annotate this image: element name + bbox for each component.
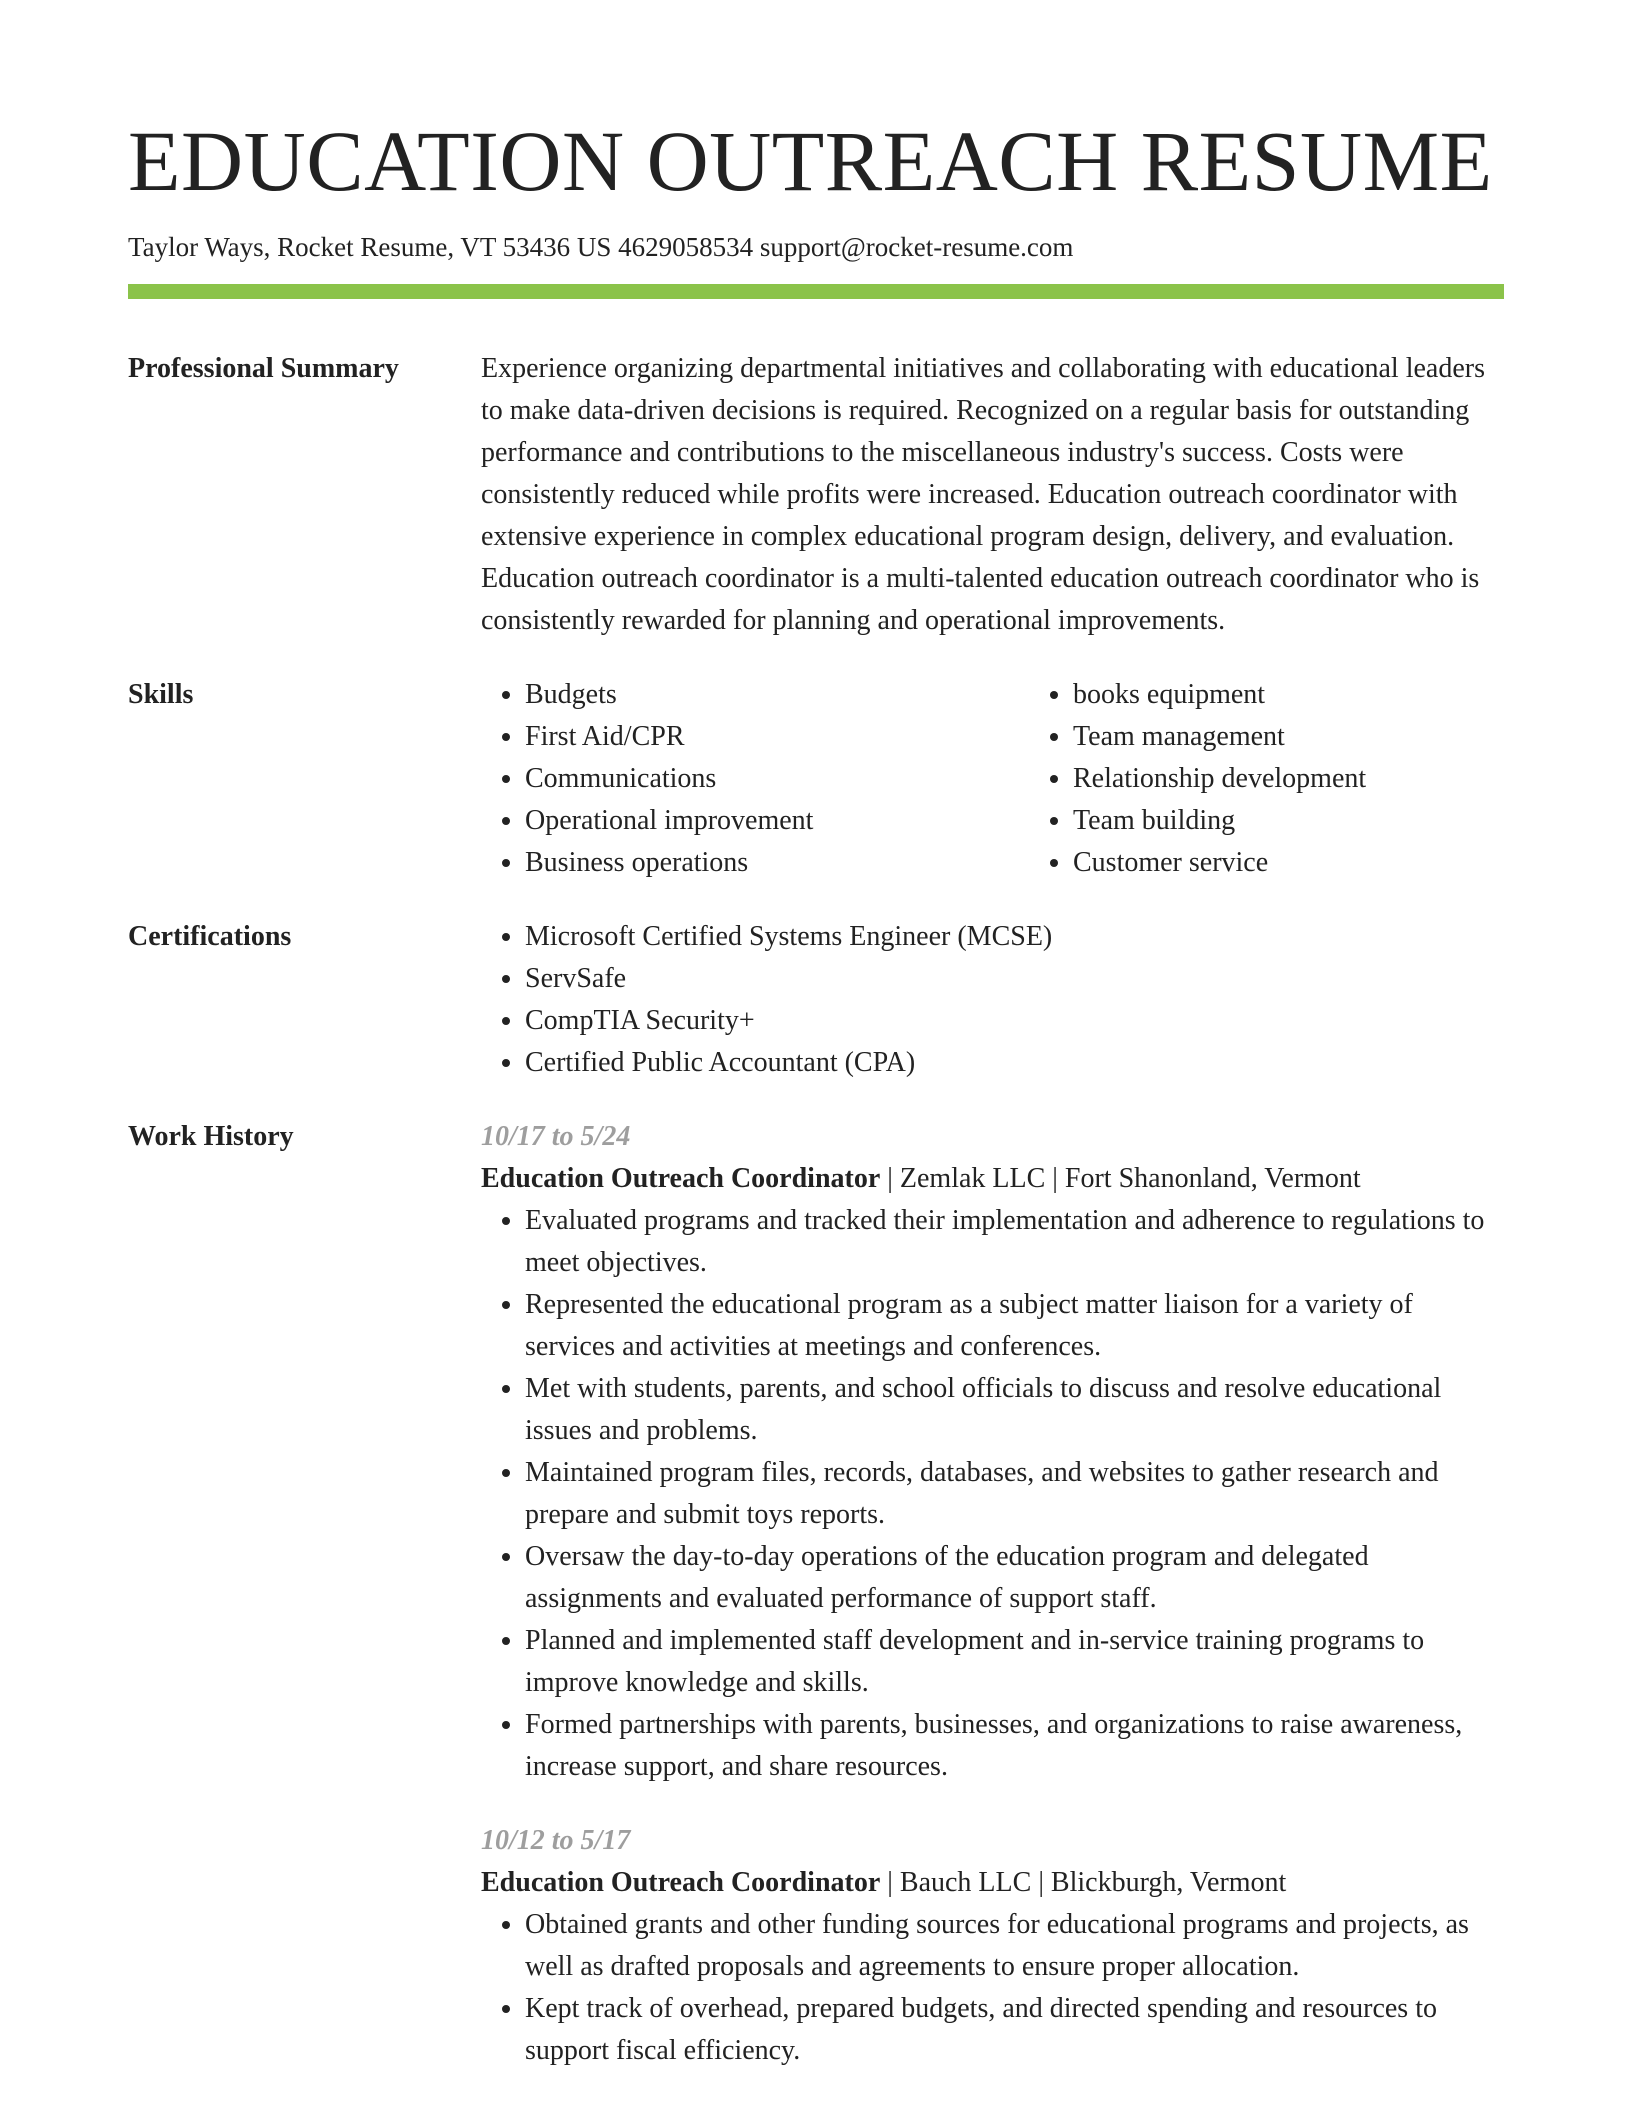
certifications-body (481, 916, 1504, 1084)
job-heading (481, 1158, 1504, 1200)
job-duty: • Maintained program files, records, databases, and websites to gather research and prepare and submit toys reports. (525, 1452, 1504, 1536)
job-duty: • Obtained grants and other funding sources for educational programs and projects, as well as drafted proposals and agreements to ensure proper allocation. (525, 1904, 1504, 1988)
certification-item: • ServSafe (525, 958, 1504, 1000)
job-separator: | (1031, 1867, 1051, 1898)
job-entry (481, 1820, 1504, 2072)
summary-text: Experience organizing departmental initiatives and collaborating with educational leaders to make data-driven decisions is required. Recognized on a regular basis for outstanding performance and contributions to the miscellaneous industry's success. Costs were consistently reduced while profits were increased. Education outreach coordinator with extensive experience in complex educational program design, delivery, and evaluation. Education outreach coordinator is a multi-talented education outreach coordinator who is consistently rewarded for planning and operational improvements. (481, 353, 1485, 636)
skill-item: • Communications (525, 758, 1029, 800)
job-duty: • Met with students, parents, and school officials to discuss and resolve educational issues and problems. (525, 1368, 1504, 1452)
skills-list-right (1029, 674, 1577, 884)
job-duties-list (481, 1200, 1504, 1788)
job-duty: • Formed partnerships with parents, businesses, and organizations to raise awareness, increase support, and share resources. (525, 1704, 1504, 1788)
work-history-body (481, 1116, 1504, 2072)
certifications-list (481, 916, 1504, 1084)
skill-item: • books equipment (1073, 674, 1577, 716)
job-dates: 10/12 to 5/17 (481, 1825, 631, 1856)
section-label-skills: Skills (128, 679, 194, 710)
section-label-professional-summary: Professional Summary (128, 353, 399, 384)
skill-item: • Business operations (525, 842, 1029, 884)
skill-item: • First Aid/CPR (525, 716, 1029, 758)
section-label-certifications: Certifications (128, 921, 292, 952)
job-heading (481, 1862, 1504, 1904)
skills-list-left (481, 674, 1029, 884)
job-company: Bauch LLC (899, 1867, 1032, 1898)
job-title: Education Outreach Coordinator (481, 1163, 881, 1194)
certifications-section (128, 916, 1504, 1084)
job-duty: • Kept track of overhead, prepared budgets, and directed spending and resources to support fiscal efficiency. (525, 1988, 1504, 2072)
accent-divider (128, 284, 1504, 299)
skill-item: • Operational improvement (525, 800, 1029, 842)
certification-item: • Certified Public Accountant (CPA) (525, 1042, 1504, 1084)
job-title: Education Outreach Coordinator (481, 1867, 881, 1898)
job-separator: | (1045, 1163, 1065, 1194)
job-duty: • Represented the educational program as a subject matter liaison for a variety of services and activities at meetings and conferences. (525, 1284, 1504, 1368)
job-separator: | (880, 1867, 900, 1898)
job-duty: • Evaluated programs and tracked their implementation and adherence to regulations to meet objectives. (525, 1200, 1504, 1284)
certification-item: • CompTIA Security+ (525, 1000, 1504, 1042)
skill-item: • Relationship development (1073, 758, 1577, 800)
certification-item: • Microsoft Certified Systems Engineer (MCSE) (525, 916, 1504, 958)
summary-body (481, 348, 1504, 642)
skills-body (481, 674, 1577, 884)
job-duty: • Oversaw the day-to-day operations of the education program and delegated assignments and evaluated performance of support staff. (525, 1536, 1504, 1620)
job-separator: | (880, 1163, 900, 1194)
skill-item: • Team building (1073, 800, 1577, 842)
job-location: Blickburgh, Vermont (1050, 1867, 1287, 1898)
work-history-section (128, 1116, 1504, 2072)
skill-columns (481, 674, 1577, 884)
skill-item: • Budgets (525, 674, 1029, 716)
skill-item: • Team management (1073, 716, 1577, 758)
section-label-work-history: Work History (128, 1121, 294, 1152)
job-duties-list (481, 1904, 1504, 2072)
job-duty: • Planned and implemented staff development and in-service training programs to improve knowledge and skills. (525, 1620, 1504, 1704)
job-company: Zemlak LLC (899, 1163, 1046, 1194)
job-entry (481, 1116, 1504, 1788)
contact-info: Taylor Ways, Rocket Resume, VT 53436 US 4629058534 support@rocket-resume.com (128, 232, 1074, 262)
job-dates: 10/17 to 5/24 (481, 1121, 631, 1152)
job-location: Fort Shanonland, Vermont (1064, 1163, 1361, 1194)
professional-summary-section (128, 348, 1504, 642)
resume-title: EDUCATION OUTREACH RESUME (128, 113, 1493, 209)
skills-section (128, 674, 1504, 884)
skill-item: • Customer service (1073, 842, 1577, 884)
